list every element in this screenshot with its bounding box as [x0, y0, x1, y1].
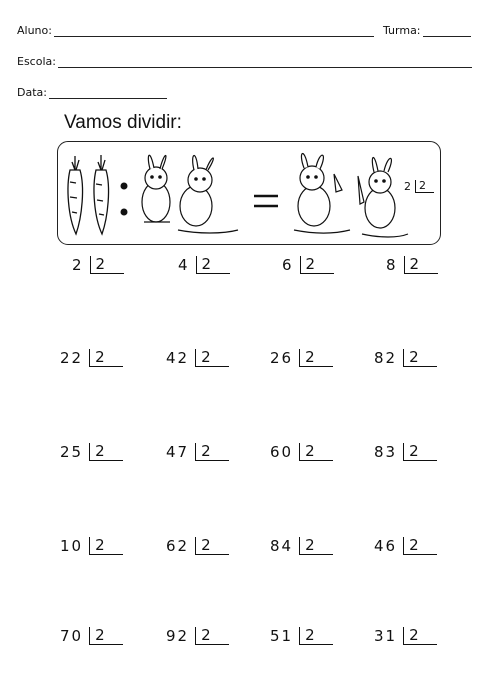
dividend: 6 — [282, 256, 294, 274]
dividend: 2 — [72, 256, 84, 274]
division-problem[interactable] — [374, 537, 437, 555]
example-divisor: 2 — [415, 180, 434, 193]
rabbit-icon — [358, 158, 408, 237]
student-name-field[interactable] — [17, 24, 374, 37]
divisor[interactable]: 2 — [195, 627, 229, 645]
divisor[interactable]: 2 — [90, 256, 124, 274]
dividend: 83 — [374, 443, 398, 461]
divisor[interactable]: 2 — [403, 349, 437, 367]
carrot-icon — [94, 155, 109, 234]
school-label: Escola: — [17, 55, 56, 68]
rabbit-icon — [178, 156, 238, 233]
dividend: 51 — [270, 627, 294, 645]
class-label: Turma: — [383, 24, 421, 37]
example-dividend: 2 — [404, 180, 411, 193]
worksheet-title: Vamos dividir: — [64, 112, 182, 133]
divisor[interactable]: 2 — [403, 537, 437, 555]
divisor[interactable]: 2 — [195, 537, 229, 555]
class-field[interactable] — [383, 24, 471, 37]
divisor[interactable]: 2 — [300, 256, 334, 274]
divisor[interactable]: 2 — [299, 443, 333, 461]
example-division — [404, 180, 434, 193]
divisor[interactable]: 2 — [299, 349, 333, 367]
student-name-label: Aluno: — [17, 24, 52, 37]
dividend: 4 — [178, 256, 190, 274]
date-field[interactable] — [17, 86, 167, 99]
division-problem[interactable] — [374, 627, 437, 645]
dividend: 92 — [166, 627, 190, 645]
rabbit-icon — [294, 154, 350, 233]
dividend: 62 — [166, 537, 190, 555]
dividend: 22 — [60, 349, 84, 367]
school-field[interactable] — [17, 55, 472, 68]
dividend: 47 — [166, 443, 190, 461]
school-line[interactable] — [58, 57, 472, 68]
class-line[interactable] — [423, 26, 471, 37]
divisor[interactable]: 2 — [299, 627, 333, 645]
divisor[interactable]: 2 — [403, 443, 437, 461]
division-problem[interactable] — [374, 349, 437, 367]
date-line[interactable] — [49, 88, 167, 99]
dividend: 46 — [374, 537, 398, 555]
dividend: 10 — [60, 537, 84, 555]
division-problem[interactable] — [72, 256, 124, 274]
division-problem[interactable] — [60, 443, 123, 461]
dividend: 42 — [166, 349, 190, 367]
division-problem[interactable] — [270, 443, 333, 461]
division-problem[interactable] — [60, 627, 123, 645]
divisor[interactable]: 2 — [404, 256, 438, 274]
division-problem[interactable] — [270, 537, 333, 555]
dividend: 26 — [270, 349, 294, 367]
dividend: 25 — [60, 443, 84, 461]
illustration-banner — [57, 141, 441, 245]
equals-symbol — [254, 196, 278, 206]
divisor[interactable]: 2 — [89, 443, 123, 461]
carrot-icon — [68, 156, 83, 234]
division-problem[interactable] — [178, 256, 230, 274]
dividend: 31 — [374, 627, 398, 645]
division-problem[interactable] — [166, 349, 229, 367]
division-problem[interactable] — [270, 627, 333, 645]
divisor[interactable]: 2 — [195, 349, 229, 367]
divisor[interactable]: 2 — [89, 349, 123, 367]
divisor[interactable]: 2 — [89, 627, 123, 645]
dividend: 82 — [374, 349, 398, 367]
colon-symbol — [121, 183, 128, 216]
dividend: 84 — [270, 537, 294, 555]
illustration-drawing — [58, 142, 442, 246]
divisor[interactable]: 2 — [89, 537, 123, 555]
dividend: 70 — [60, 627, 84, 645]
division-problem[interactable] — [166, 537, 229, 555]
divisor[interactable]: 2 — [195, 443, 229, 461]
student-name-line[interactable] — [54, 26, 374, 37]
division-problem[interactable] — [386, 256, 438, 274]
date-label: Data: — [17, 86, 47, 99]
divisor[interactable]: 2 — [196, 256, 230, 274]
dividend: 60 — [270, 443, 294, 461]
divisor[interactable]: 2 — [299, 537, 333, 555]
division-problem[interactable] — [374, 443, 437, 461]
division-problem[interactable] — [166, 627, 229, 645]
division-problem[interactable] — [166, 443, 229, 461]
rabbit-icon — [142, 155, 170, 222]
division-problem[interactable] — [60, 349, 123, 367]
dividend: 8 — [386, 256, 398, 274]
divisor[interactable]: 2 — [403, 627, 437, 645]
division-problem[interactable] — [270, 349, 333, 367]
division-problem[interactable] — [60, 537, 123, 555]
division-problem[interactable] — [282, 256, 334, 274]
